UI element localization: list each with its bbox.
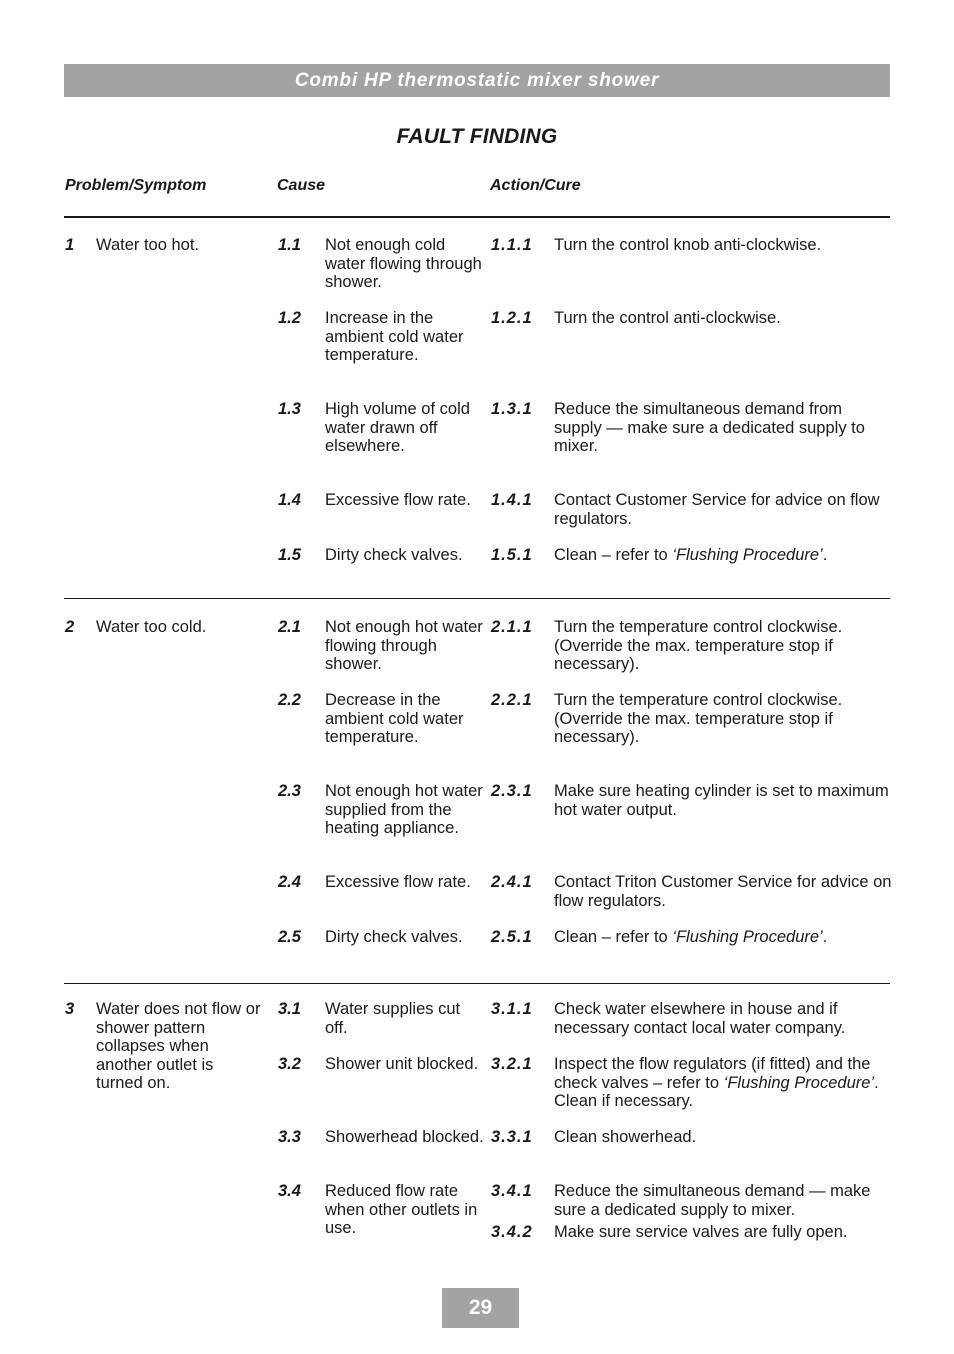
- action-text: [554, 928, 894, 947]
- cause-number: 3.2: [278, 1055, 301, 1073]
- cause-text: Not enough cold water flowing through shower.: [325, 236, 482, 291]
- action-text: Turn the control anti-clockwise.: [554, 309, 781, 327]
- cause-text: Reduced flow rate when other outlets in use.: [325, 1182, 478, 1237]
- action-number: 1.2.1: [491, 309, 533, 327]
- cause-number: 3.4: [278, 1182, 301, 1200]
- flushing-procedure-reference: ‘Flushing Procedure’: [672, 928, 823, 946]
- cause-text: Excessive flow rate.: [325, 873, 471, 891]
- action-text-part: Inspect the flow regulators (if fitted) and the check valves – refer to: [554, 1055, 871, 1092]
- section-divider: [64, 598, 890, 599]
- action-number: 3.3.1: [491, 1128, 533, 1146]
- action-number: 1.5.1: [491, 546, 533, 564]
- header-divider: [64, 216, 890, 218]
- cause-number: 2.5: [278, 928, 301, 946]
- cause-text: Dirty check valves.: [325, 546, 463, 564]
- cause-number: 1.2: [278, 309, 301, 327]
- action-number: 3.1.1: [491, 1000, 533, 1018]
- problem-number: 2: [65, 618, 75, 636]
- action-text: Turn the temperature control clockwise. (Override the max. temperature stop if necessary).: [554, 618, 843, 673]
- cause-number: 2.1: [278, 618, 301, 636]
- action-number: 1.3.1: [491, 400, 533, 418]
- cause-number: 1.4: [278, 491, 301, 509]
- action-text-part: .: [822, 546, 828, 564]
- action-number: 1.4.1: [491, 491, 533, 509]
- action-number: 2.1.1: [491, 618, 533, 636]
- page-number-label: 29: [468, 1296, 493, 1319]
- cause-number: 1.5: [278, 546, 301, 564]
- header-title: Combi HP thermostatic mixer shower: [294, 69, 660, 91]
- cause-number: 2.2: [278, 691, 301, 709]
- flushing-procedure-reference: ‘Flushing Procedure’: [672, 546, 823, 564]
- action-number: 3.4.2: [491, 1223, 533, 1241]
- action-number: 2.5.1: [491, 928, 533, 946]
- cause-text: Showerhead blocked.: [325, 1128, 484, 1146]
- action-text-part: Clean – refer to: [554, 546, 673, 564]
- problem-symptom: Water too hot.: [96, 236, 200, 254]
- action-text: Clean showerhead.: [554, 1128, 697, 1146]
- action-text: Make sure service valves are fully open.: [554, 1223, 848, 1241]
- action-text: Contact Triton Customer Service for advice on flow regulators.: [554, 873, 892, 910]
- cause-number: 1.3: [278, 400, 301, 418]
- action-text: Reduce the simultaneous demand — make sure a dedicated supply to mixer.: [554, 1182, 871, 1219]
- action-text: Reduce the simultaneous demand from supply — make sure a dedicated supply to mixer.: [554, 400, 865, 455]
- flushing-procedure-reference: ‘Flushing Procedure’: [723, 1073, 875, 1092]
- page-number: [442, 1288, 519, 1328]
- problem-symptom: Water too cold.: [96, 618, 207, 636]
- cause-number: 3.1: [278, 1000, 301, 1018]
- cause-text: High volume of cold water drawn off elsewhere.: [325, 400, 470, 455]
- column-header-cause: Cause: [277, 177, 326, 194]
- page-title: FAULT FINDING: [396, 125, 558, 148]
- cause-text: Water supplies cut off.: [325, 1000, 461, 1037]
- column-header-action: Action/Cure: [490, 177, 581, 194]
- action-text: Turn the control knob anti-clockwise.: [554, 236, 822, 254]
- action-text: Contact Customer Service for advice on flow regulators.: [554, 491, 880, 528]
- action-text: [554, 1055, 894, 1111]
- section-divider: [64, 983, 890, 984]
- action-text: Check water elsewhere in house and if necessary contact local water company.: [554, 1000, 846, 1037]
- cause-text: Shower unit blocked.: [325, 1055, 479, 1073]
- action-text: Make sure heating cylinder is set to maximum hot water output.: [554, 782, 889, 819]
- problem-number: 1: [65, 236, 75, 254]
- action-text-part: .: [822, 928, 828, 946]
- column-header-problem: Problem/Symptom: [65, 177, 207, 194]
- action-number: 2.3.1: [491, 782, 533, 800]
- header-bar: [64, 64, 890, 97]
- action-number: 1.1.1: [491, 236, 533, 254]
- action-text: [554, 546, 894, 565]
- action-text-part: . Clean if necessary.: [554, 1073, 879, 1110]
- action-number: 3.2.1: [491, 1055, 533, 1073]
- cause-text: Not enough hot water supplied from the heating appliance.: [325, 782, 483, 837]
- cause-number: 3.3: [278, 1128, 301, 1146]
- problem-symptom: Water does not flow or shower pattern collapses when another outlet is turned on.: [96, 1000, 261, 1092]
- cause-number: 2.3: [278, 782, 301, 800]
- cause-number: 1.1: [278, 236, 301, 254]
- action-text: Turn the temperature control clockwise. (Override the max. temperature stop if necessary).: [554, 691, 843, 746]
- action-number: 2.4.1: [491, 873, 533, 891]
- cause-text: Excessive flow rate.: [325, 491, 471, 509]
- cause-text: Decrease in the ambient cold water temperature.: [325, 691, 464, 746]
- problem-number: 3: [65, 1000, 75, 1018]
- action-text-part: Clean – refer to: [554, 928, 673, 946]
- action-number: 2.2.1: [491, 691, 533, 709]
- cause-text: Not enough hot water flowing through shower.: [325, 618, 483, 673]
- action-number: 3.4.1: [491, 1182, 533, 1200]
- cause-text: Increase in the ambient cold water temperature.: [325, 309, 464, 364]
- cause-number: 2.4: [278, 873, 301, 891]
- cause-text: Dirty check valves.: [325, 928, 463, 946]
